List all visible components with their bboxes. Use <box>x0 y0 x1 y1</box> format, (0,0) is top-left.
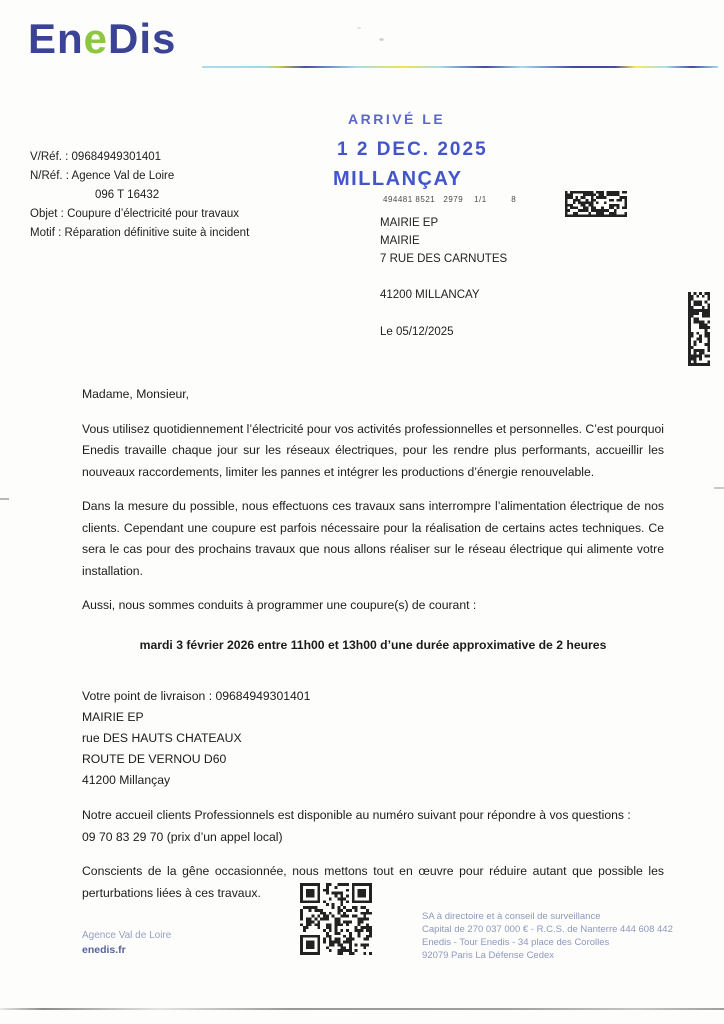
footer-company-line4: 92079 Paris La Défense Cedex <box>422 950 555 961</box>
logo-text-2: Dis <box>108 15 177 62</box>
footer-agency-block <box>82 929 171 958</box>
reference-block <box>30 148 249 243</box>
recipient-name-2: MAIRIE <box>380 235 420 247</box>
recipient-name: MAIRIE EP <box>380 217 439 229</box>
letter-date: Le 05/12/2025 <box>380 326 454 338</box>
scan-artifact <box>357 27 361 29</box>
scan-edge-line <box>0 1008 724 1010</box>
address-spacer <box>380 268 507 286</box>
scan-artifact <box>714 487 724 489</box>
delivery-point-street: rue DES HAUTS CHATEAUX <box>82 731 242 745</box>
delivery-point-block <box>82 686 664 791</box>
arrival-stamp-label: ARRIVÉ LE <box>348 111 446 127</box>
delivery-point-name: MAIRIE EP <box>82 710 144 724</box>
paragraph-intro: Vous utilisez quotidiennement l’électricité pour vos activités professionnelles et personnelles. C’est pourquoi Enedis travaille chaque jour sur les réseaux électriques, pour les rendre plus performants, accueillir les nouveaux raccordements, limiter les pannes et intégrer les productions d’énergie renouvelable. <box>82 421 664 479</box>
mail-routing-code: 494481 8521 2979 1/1 8 <box>383 195 517 204</box>
footer-company-block <box>422 910 673 962</box>
recipient-address-block <box>380 214 507 304</box>
delivery-point-id: Votre point de livraison : 09684949301401 <box>82 689 311 703</box>
your-reference: V/Réf. : 09684949301401 <box>30 151 162 163</box>
contact-block <box>82 805 664 848</box>
reason-line: Motif : Réparation définitive suite à incident <box>30 227 250 239</box>
salutation: Madame, Monsieur, <box>82 387 190 401</box>
footer-company-line3: Enedis - Tour Enedis - 34 place des Corolles <box>422 937 610 948</box>
logo-accent-letter: e <box>83 15 109 62</box>
paragraph-works: Dans la mesure du possible, nous effectuons ces travaux sans interrompre l’alimentation électrique de nos clients. Cependant une coupure est parfois nécessaire pour la réalisation de certains actes techniques. Ce sera le cas pour des prochains travaux que nous allons réaliser sur le réseau électrique qui alimente votre installation. <box>82 499 664 578</box>
delivery-point-route: ROUTE DE VERNOU D60 <box>82 752 227 766</box>
our-reference-number: 096 T 16432 <box>95 189 160 201</box>
datamatrix-barcode-vertical <box>688 292 710 366</box>
datamatrix-barcode-horizontal <box>565 191 627 217</box>
footer-agency-name: Agence Val de Loire <box>82 930 172 941</box>
recipient-street: 7 RUE DES CARNUTES <box>380 253 508 265</box>
recipient-city: 41200 MILLANCAY <box>380 289 480 301</box>
contact-info-line: Notre accueil clients Professionnels est disponible au numéro suivant pour répondre à vos questions : <box>82 808 631 822</box>
footer-website-link: enedis.fr <box>82 944 126 956</box>
subject-line: Objet : Coupure d’électricité pour travaux <box>30 208 240 220</box>
footer-company-line2: Capital de 270 037 000 € - R.C.S. de Nanterre 444 608 442 <box>422 924 673 935</box>
arrival-stamp-date: 1 2 DEC. 2025 <box>337 139 488 160</box>
closing-paragraph: Conscients de la gêne occasionnée, nous mettons tout en œuvre pour réduire autant que possible les perturbations liées à ces travaux. <box>82 864 664 900</box>
header-multicolor-rule <box>202 66 718 68</box>
paragraph-announcement: Aussi, nous sommes conduits à programmer une coupure(s) de courant : <box>82 598 477 612</box>
outage-schedule-line: mardi 3 février 2026 entre 11h00 et 13h00 d’une durée approximative de 2 heures <box>139 637 607 652</box>
scan-artifact <box>379 38 384 41</box>
letter-body <box>82 384 664 917</box>
arrival-stamp-city: MILLANÇAY <box>333 168 463 190</box>
contact-phone-line: 09 70 83 29 70 (prix d’un appel local) <box>82 829 283 844</box>
enedis-logo <box>28 15 177 62</box>
qr-code <box>300 883 372 955</box>
scan-artifact <box>0 498 9 500</box>
footer-company-line1: SA à directoire et à conseil de surveillance <box>422 911 601 922</box>
delivery-point-city: 41200 Millançay <box>82 773 171 787</box>
logo-text-1: En <box>28 15 84 62</box>
our-reference: N/Réf. : Agence Val de Loire <box>30 170 175 182</box>
